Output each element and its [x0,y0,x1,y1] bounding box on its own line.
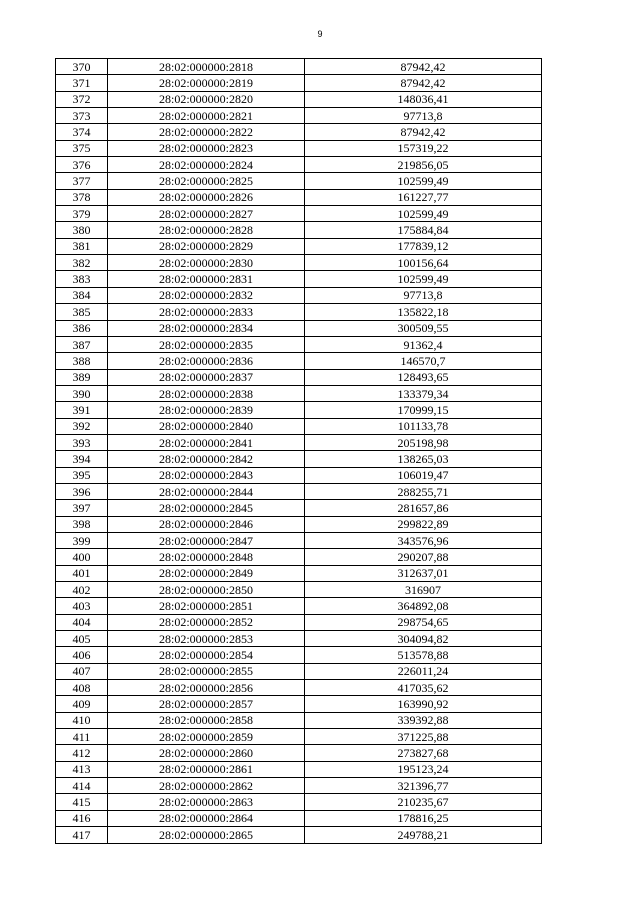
cadastral-number-cell: 28:02:000000:2861 [108,761,305,777]
table-row [56,304,542,320]
row-number-cell: 399 [56,532,108,548]
row-number-cell: 404 [56,614,108,630]
cadastral-number-cell: 28:02:000000:2840 [108,418,305,434]
cadastral-number-cell: 28:02:000000:2833 [108,304,305,320]
cadastral-value-cell: 219856,05 [305,157,542,173]
table-row [56,483,542,499]
table-row [56,516,542,532]
table-row [56,255,542,271]
table-row [56,206,542,222]
cadastral-number-cell: 28:02:000000:2821 [108,108,305,124]
table-row [56,238,542,254]
cadastral-number-cell: 28:02:000000:2825 [108,173,305,189]
row-number-cell: 396 [56,483,108,499]
cadastral-number-cell: 28:02:000000:2838 [108,385,305,401]
table-row [56,59,542,75]
table-row [56,761,542,777]
cadastral-number-cell: 28:02:000000:2842 [108,451,305,467]
cadastral-number-cell: 28:02:000000:2860 [108,745,305,761]
cadastral-number-cell: 28:02:000000:2847 [108,532,305,548]
cadastral-number-cell: 28:02:000000:2864 [108,810,305,826]
cadastral-number-cell: 28:02:000000:2852 [108,614,305,630]
cadastral-value-cell: 316907 [305,582,542,598]
row-number-cell: 400 [56,549,108,565]
cadastral-value-cell: 102599,49 [305,173,542,189]
table-row [56,434,542,450]
row-number-cell: 382 [56,255,108,271]
cadastral-value-cell: 106019,47 [305,467,542,483]
table-row [56,827,542,843]
cadastral-value-cell: 513578,88 [305,647,542,663]
table-row [56,810,542,826]
row-number-cell: 392 [56,418,108,434]
row-number-cell: 406 [56,647,108,663]
row-number-cell: 381 [56,238,108,254]
cadastral-value-cell: 87942,42 [305,75,542,91]
cadastral-number-cell: 28:02:000000:2857 [108,696,305,712]
cadastral-number-cell: 28:02:000000:2834 [108,320,305,336]
table-row [56,140,542,156]
row-number-cell: 385 [56,304,108,320]
table-row [56,582,542,598]
row-number-cell: 388 [56,353,108,369]
table-row [56,124,542,140]
cadastral-value-cell: 290207,88 [305,549,542,565]
table-row [56,189,542,205]
table-row [56,271,542,287]
table-row [56,369,542,385]
cadastral-number-cell: 28:02:000000:2818 [108,59,305,75]
cadastral-value-cell: 288255,71 [305,483,542,499]
row-number-cell: 416 [56,810,108,826]
cadastral-value-cell: 148036,41 [305,91,542,107]
cadastral-number-cell: 28:02:000000:2832 [108,287,305,303]
cadastral-value-cell: 128493,65 [305,369,542,385]
table-row [56,222,542,238]
table-row [56,336,542,352]
cadastral-value-cell: 299822,89 [305,516,542,532]
row-number-cell: 374 [56,124,108,140]
table-row [56,565,542,581]
cadastral-number-cell: 28:02:000000:2827 [108,206,305,222]
cadastral-value-cell: 170999,15 [305,402,542,418]
row-number-cell: 387 [56,336,108,352]
cadastral-value-cell: 157319,22 [305,140,542,156]
table-row [56,418,542,434]
row-number-cell: 398 [56,516,108,532]
table-row [56,173,542,189]
row-number-cell: 378 [56,189,108,205]
table-row [56,451,542,467]
table-row [56,631,542,647]
cadastral-number-cell: 28:02:000000:2855 [108,663,305,679]
cadastral-value-cell: 226011,24 [305,663,542,679]
row-number-cell: 407 [56,663,108,679]
row-number-cell: 383 [56,271,108,287]
cadastral-value-cell: 417035,62 [305,680,542,696]
cadastral-number-cell: 28:02:000000:2843 [108,467,305,483]
cadastral-value-cell: 100156,64 [305,255,542,271]
row-number-cell: 379 [56,206,108,222]
table-row [56,745,542,761]
cadastral-value-cell: 371225,88 [305,729,542,745]
cadastral-number-cell: 28:02:000000:2837 [108,369,305,385]
cadastral-number-cell: 28:02:000000:2835 [108,336,305,352]
cadastral-value-cell: 178816,25 [305,810,542,826]
row-number-cell: 386 [56,320,108,336]
table-row [56,467,542,483]
cadastral-value-cell: 87942,42 [305,124,542,140]
cadastral-value-cell: 102599,49 [305,206,542,222]
row-number-cell: 389 [56,369,108,385]
cadastral-number-cell: 28:02:000000:2836 [108,353,305,369]
row-number-cell: 417 [56,827,108,843]
table-row [56,647,542,663]
cadastral-value-cell: 135822,18 [305,304,542,320]
row-number-cell: 371 [56,75,108,91]
table-row [56,91,542,107]
table-row [56,385,542,401]
cadastral-value-cell: 163990,92 [305,696,542,712]
table-body [56,59,542,844]
cadastral-value-cell: 195123,24 [305,761,542,777]
table-row [56,157,542,173]
cadastral-number-cell: 28:02:000000:2839 [108,402,305,418]
table-row [56,729,542,745]
cadastral-number-cell: 28:02:000000:2848 [108,549,305,565]
cadastral-value-cell: 364892,08 [305,598,542,614]
row-number-cell: 377 [56,173,108,189]
row-number-cell: 393 [56,434,108,450]
cadastral-value-cell: 339392,88 [305,712,542,728]
row-number-cell: 408 [56,680,108,696]
cadastral-number-cell: 28:02:000000:2862 [108,778,305,794]
row-number-cell: 397 [56,500,108,516]
cadastral-value-cell: 281657,86 [305,500,542,516]
cadastral-value-cell: 102599,49 [305,271,542,287]
row-number-cell: 394 [56,451,108,467]
cadastral-value-cell: 91362,4 [305,336,542,352]
cadastral-number-cell: 28:02:000000:2850 [108,582,305,598]
cadastral-number-cell: 28:02:000000:2858 [108,712,305,728]
table-row [56,287,542,303]
cadastral-value-cell: 273827,68 [305,745,542,761]
table-row [56,320,542,336]
table-row [56,500,542,516]
cadastral-number-cell: 28:02:000000:2841 [108,434,305,450]
row-number-cell: 401 [56,565,108,581]
table-row [56,75,542,91]
cadastral-value-table [55,58,542,844]
cadastral-number-cell: 28:02:000000:2844 [108,483,305,499]
cadastral-number-cell: 28:02:000000:2820 [108,91,305,107]
row-number-cell: 391 [56,402,108,418]
row-number-cell: 405 [56,631,108,647]
row-number-cell: 415 [56,794,108,810]
table-row [56,108,542,124]
row-number-cell: 414 [56,778,108,794]
row-number-cell: 409 [56,696,108,712]
row-number-cell: 380 [56,222,108,238]
row-number-cell: 395 [56,467,108,483]
table-row [56,532,542,548]
row-number-cell: 370 [56,59,108,75]
cadastral-value-cell: 210235,67 [305,794,542,810]
row-number-cell: 412 [56,745,108,761]
cadastral-number-cell: 28:02:000000:2822 [108,124,305,140]
table-row [56,778,542,794]
cadastral-value-cell: 138265,03 [305,451,542,467]
cadastral-number-cell: 28:02:000000:2863 [108,794,305,810]
cadastral-number-cell: 28:02:000000:2831 [108,271,305,287]
cadastral-value-cell: 177839,12 [305,238,542,254]
cadastral-value-cell: 97713,8 [305,287,542,303]
cadastral-value-cell: 312637,01 [305,565,542,581]
cadastral-number-cell: 28:02:000000:2846 [108,516,305,532]
cadastral-number-cell: 28:02:000000:2853 [108,631,305,647]
cadastral-number-cell: 28:02:000000:2856 [108,680,305,696]
cadastral-number-cell: 28:02:000000:2824 [108,157,305,173]
page-number: 9 [317,29,323,39]
cadastral-value-cell: 298754,65 [305,614,542,630]
cadastral-number-cell: 28:02:000000:2845 [108,500,305,516]
cadastral-value-cell: 343576,96 [305,532,542,548]
table-row [56,712,542,728]
cadastral-number-cell: 28:02:000000:2819 [108,75,305,91]
cadastral-value-cell: 133379,34 [305,385,542,401]
table-row [56,614,542,630]
cadastral-value-cell: 304094,82 [305,631,542,647]
cadastral-value-cell: 101133,78 [305,418,542,434]
cadastral-value-cell: 146570,7 [305,353,542,369]
table-row [56,663,542,679]
table-row [56,598,542,614]
cadastral-number-cell: 28:02:000000:2859 [108,729,305,745]
table-row [56,353,542,369]
cadastral-value-cell: 87942,42 [305,59,542,75]
cadastral-value-cell: 249788,21 [305,827,542,843]
cadastral-number-cell: 28:02:000000:2849 [108,565,305,581]
table-row [56,680,542,696]
row-number-cell: 384 [56,287,108,303]
row-number-cell: 411 [56,729,108,745]
cadastral-number-cell: 28:02:000000:2828 [108,222,305,238]
row-number-cell: 413 [56,761,108,777]
table-row [56,549,542,565]
row-number-cell: 375 [56,140,108,156]
cadastral-number-cell: 28:02:000000:2823 [108,140,305,156]
table-row [56,402,542,418]
cadastral-number-cell: 28:02:000000:2829 [108,238,305,254]
row-number-cell: 376 [56,157,108,173]
row-number-cell: 410 [56,712,108,728]
cadastral-number-cell: 28:02:000000:2826 [108,189,305,205]
cadastral-number-cell: 28:02:000000:2830 [108,255,305,271]
cadastral-value-cell: 205198,98 [305,434,542,450]
cadastral-value-cell: 321396,77 [305,778,542,794]
row-number-cell: 372 [56,91,108,107]
cadastral-number-cell: 28:02:000000:2851 [108,598,305,614]
row-number-cell: 373 [56,108,108,124]
cadastral-value-cell: 97713,8 [305,108,542,124]
row-number-cell: 402 [56,582,108,598]
row-number-cell: 390 [56,385,108,401]
table-row [56,794,542,810]
row-number-cell: 403 [56,598,108,614]
cadastral-number-cell: 28:02:000000:2865 [108,827,305,843]
table-row [56,696,542,712]
cadastral-value-cell: 300509,55 [305,320,542,336]
cadastral-value-cell: 161227,77 [305,189,542,205]
cadastral-value-cell: 175884,84 [305,222,542,238]
cadastral-number-cell: 28:02:000000:2854 [108,647,305,663]
